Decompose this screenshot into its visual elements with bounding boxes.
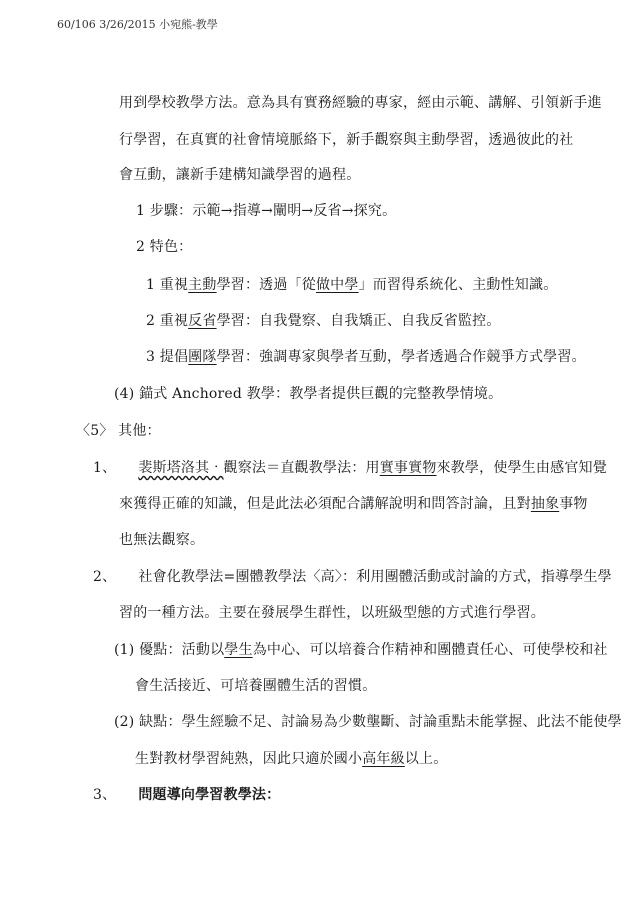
- disadvantages-suffix: 以上。: [404, 751, 448, 767]
- item-1-text-b: 來教學，使學生由感官知覺: [436, 460, 607, 476]
- student-keyword: 學生: [224, 642, 253, 658]
- advantages-line-2: 會生活接近、可培養團體生活的習慣。: [135, 678, 377, 694]
- others-heading: 〈5〉 其他：: [76, 423, 161, 439]
- feature-2-keyword: 反省: [188, 313, 217, 329]
- advantages-line-1: [114, 641, 608, 659]
- page-header: 60/106 3/26/2015 小宛熊-教學: [57, 18, 218, 31]
- feature-item-1: [146, 276, 557, 294]
- item-3-line: [93, 786, 280, 804]
- feature-3-suffix: 學習：強調專家與學者互動，學者透過合作競爭方式學習。: [216, 349, 586, 365]
- item-3-title: 問題導向學習教學法：: [138, 787, 281, 803]
- item-1-line-2-c: 事物: [559, 496, 588, 512]
- real-objects-keyword: 實事實物: [379, 460, 437, 476]
- feature-1-mid: 學習：透過「從: [216, 277, 316, 293]
- paragraph-line-2: 行學習，在真實的社會情境脈絡下，新手觀察與主動學習，透過彼此的社: [119, 132, 574, 148]
- steps-line: 1 步驟：示範→指導→闡明→反省→探究。: [136, 203, 397, 219]
- anchored-teaching-line: (4) 錨式 Anchored 教學：教學者提供巨觀的完整教學情境。: [114, 386, 503, 402]
- item-2-line-1: [93, 568, 612, 586]
- item-2-line-2: 習的一種方法。主要在發展學生群性，以班級型態的方式進行學習。: [119, 605, 545, 621]
- item-1-text-a: 觀察法＝直觀教學法：用: [223, 460, 380, 476]
- paragraph-line-1: 用到學校教學方法。意為具有實務經驗的專家，經由示範、講解、引領新手進: [119, 95, 602, 111]
- feature-1-prefix: 1 重視: [146, 277, 189, 293]
- feature-3-keyword: 團隊: [188, 349, 217, 365]
- item-1-line-2: [119, 495, 588, 513]
- feature-1-phrase: 做中學: [315, 277, 359, 293]
- item-1-line-1: [93, 459, 607, 477]
- item-2-text: 社會化教學法=團體教學法〈高〉：利用團體活動或討論的方式，指導學生學: [138, 569, 612, 585]
- item-2-number: 2、: [93, 569, 117, 585]
- feature-item-3: [146, 348, 586, 366]
- feature-item-2: [146, 312, 501, 330]
- disadvantages-line-1: (2) 缺點：學生經驗不足、討論易為少數壟斷、討論重點未能掌握、此法不能使學: [114, 714, 622, 730]
- item-1-number: 1、: [93, 460, 117, 476]
- feature-1-keyword: 主動: [188, 277, 217, 293]
- pestalozzi-name: 裴斯塔洛其‧: [138, 460, 224, 476]
- item-3-number: 3、: [93, 787, 117, 803]
- features-heading: 2 特色：: [136, 239, 193, 255]
- paragraph-line-3: 會互動，讓新手建構知識學習的過程。: [119, 167, 361, 183]
- advantages-prefix: (1) 優點：活動以: [114, 642, 225, 658]
- advantages-suffix: 為中心、可以培養合作精神和團體責任心、可使學校和社: [252, 642, 608, 658]
- disadvantages-prefix: 生對教材學習純熟，因此只適於國小: [135, 751, 363, 767]
- feature-1-suffix: 」而習得系統化、主動性知識。: [358, 277, 558, 293]
- item-1-line-2-a: 來獲得正確的知識，但是此法必須配合講解說明和問答討論，且對: [119, 496, 531, 512]
- feature-2-suffix: 學習：自我覺察、自我矯正、自我反省監控。: [216, 313, 501, 329]
- feature-3-prefix: 3 提倡: [146, 349, 189, 365]
- abstract-keyword: 抽象: [530, 496, 560, 512]
- feature-2-prefix: 2 重視: [146, 313, 189, 329]
- item-1-line-3: 也無法觀察。: [119, 532, 205, 548]
- upper-grades-keyword: 高年級: [362, 751, 405, 767]
- disadvantages-line-2: [135, 750, 447, 768]
